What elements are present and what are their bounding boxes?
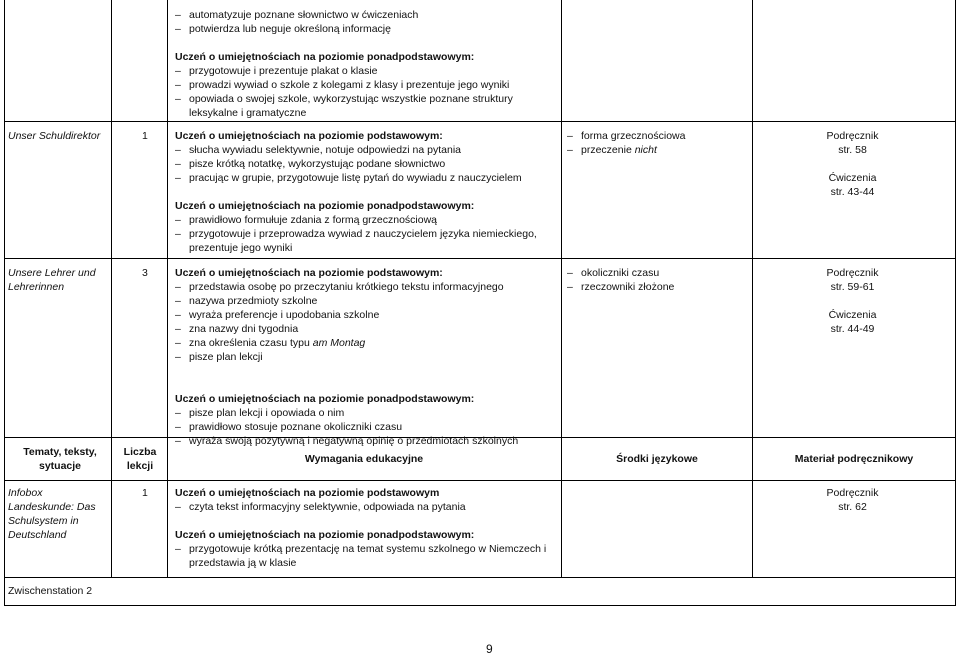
topic-cell: Unsere Lehrer und Lehrerinnen — [8, 267, 96, 293]
level-heading: Uczeń o umiejętnościach na poziomie podstawowym — [175, 487, 440, 499]
means-list — [567, 266, 749, 294]
lessons-cell: 1 — [142, 487, 148, 499]
material-line: str. 43-44 — [830, 186, 875, 198]
material-line: str. 62 — [838, 501, 867, 513]
list-item: – automatyzuje poznane słownictwo w ćwiczeniach — [175, 9, 419, 21]
grid-hline — [4, 480, 956, 481]
page-number: 9 — [486, 642, 493, 656]
list-item: – przygotowuje i prezentuje plakat o klasie — [175, 65, 378, 77]
level-heading: Uczeń o umiejętnościach na poziomie podstawowym: — [175, 267, 443, 279]
requirements-cell — [175, 486, 559, 570]
material-line: str. 59-61 — [830, 281, 875, 293]
grid-hline — [4, 121, 956, 122]
header-means: Środki językowe — [616, 453, 698, 465]
requirements-cell — [175, 129, 559, 255]
header-lessons: Liczba lekcji — [123, 446, 157, 472]
level-heading: Uczeń o umiejętnościach na poziomie podstawowym: — [175, 130, 443, 142]
list-item: – potwierdza lub neguje określoną informację — [175, 23, 391, 35]
header-topics: Tematy, teksty, sytuacje — [23, 446, 97, 472]
requirements-cell — [175, 266, 559, 448]
list-item: – okoliczniki czasu — [567, 267, 660, 279]
material-line: str. 58 — [838, 144, 867, 156]
list-item: – nazywa przedmioty szkolne — [175, 295, 318, 307]
topic-cell: Unser Schuldirektor — [8, 130, 101, 142]
basic-list — [175, 500, 559, 514]
material-line: str. 44-49 — [830, 323, 875, 335]
list-item: – prawidłowo formułuje zdania z formą grzecznościową — [175, 214, 438, 226]
material-cell — [800, 129, 905, 199]
grid-hline — [4, 577, 956, 578]
grid-hline — [4, 605, 956, 606]
list-item: – przygotowuje i przeprowadza wywiad z nauczycielem języka niemieckiego, prezentuje jego wyniki — [175, 228, 537, 254]
level-heading: Uczeń o umiejętnościach na poziomie ponadpodstawowym: — [175, 393, 475, 405]
list-item: – opowiada o swojej szkole, wykorzystując wszystkie poznane struktury leksykalne i gramatyczne — [175, 93, 513, 119]
list-item: – pracując w grupie, przygotowuje listę pytań do wywiadu z nauczycielem — [175, 172, 522, 184]
material-cell — [800, 486, 905, 514]
grid-vline — [111, 0, 112, 578]
section-title: Zwischenstation 2 — [8, 585, 93, 597]
list-item: – pisze plan lekcji i opowiada o nim — [175, 407, 345, 419]
list-item: – słucha wywiadu selektywnie, notuje odpowiedzi na pytania — [175, 144, 461, 156]
material-cell — [800, 266, 905, 336]
adv-list — [175, 213, 559, 255]
level-heading: Uczeń o umiejętnościach na poziomie ponadpodstawowym: — [175, 200, 475, 212]
grid-vline — [752, 0, 753, 578]
list-item: – przygotowuje krótką prezentację na temat systemu szkolnego w Niemczech i przedstawia ją w klasie — [175, 543, 547, 569]
material-line: Ćwiczenia — [828, 172, 877, 184]
list-item: – prowadzi wywiad o szkole z kolegami z klasy i prezentuje jego wyniki — [175, 79, 510, 91]
list-item: – wyraża swoją pozytywną i negatywną opinię o przedmiotach szkolnych — [175, 435, 519, 447]
material-line: Ćwiczenia — [828, 309, 877, 321]
adv-list — [175, 542, 559, 570]
top-requirements — [175, 8, 559, 120]
level-heading: Uczeń o umiejętnościach na poziomie ponadpodstawowym: — [175, 51, 475, 63]
top-list-b — [175, 64, 559, 120]
grid-vline — [561, 0, 562, 578]
top-list-a — [175, 8, 559, 36]
list-item: – zna nazwy dni tygodnia — [175, 323, 299, 335]
lessons-cell: 3 — [142, 267, 148, 279]
list-item: – zna określenia czasu typu am Montag — [175, 337, 366, 349]
header-requirements: Wymagania edukacyjne — [304, 453, 424, 465]
means-cell — [567, 129, 749, 157]
basic-list — [175, 143, 559, 185]
header-material: Materiał podręcznikowy — [794, 453, 914, 465]
adv-list — [175, 406, 559, 448]
grid-hline — [4, 258, 956, 259]
lessons-cell: 1 — [142, 130, 148, 142]
list-item: – przedstawia osobę po przeczytaniu krótkiego tekstu informacyjnego — [175, 281, 504, 293]
basic-list — [175, 280, 559, 364]
list-item: – forma grzecznościowa — [567, 130, 686, 142]
means-list — [567, 129, 749, 157]
list-item: – przeczenie nicht — [567, 144, 657, 156]
means-cell — [567, 266, 749, 294]
material-line: Podręcznik — [826, 267, 879, 279]
topic-cell: Infobox Landeskunde: Das Schulsystem in Deutschland — [8, 487, 96, 541]
list-item: – wyraża preferencje i upodobania szkolne — [175, 309, 380, 321]
list-item: – pisze krótką notatkę, wykorzystując podane słownictwo — [175, 158, 446, 170]
material-line: Podręcznik — [826, 130, 879, 142]
material-line: Podręcznik — [826, 487, 879, 499]
list-item: – rzeczowniki złożone — [567, 281, 675, 293]
grid-vline — [167, 0, 168, 578]
level-heading: Uczeń o umiejętnościach na poziomie ponadpodstawowym: — [175, 529, 475, 541]
list-item: – czyta tekst informacyjny selektywnie, odpowiada na pytania — [175, 501, 466, 513]
grid-vline — [4, 0, 5, 606]
list-item: – prawidłowo stosuje poznane okoliczniki czasu — [175, 421, 403, 433]
grid-vline — [955, 0, 956, 606]
list-item: – pisze plan lekcji — [175, 351, 263, 363]
